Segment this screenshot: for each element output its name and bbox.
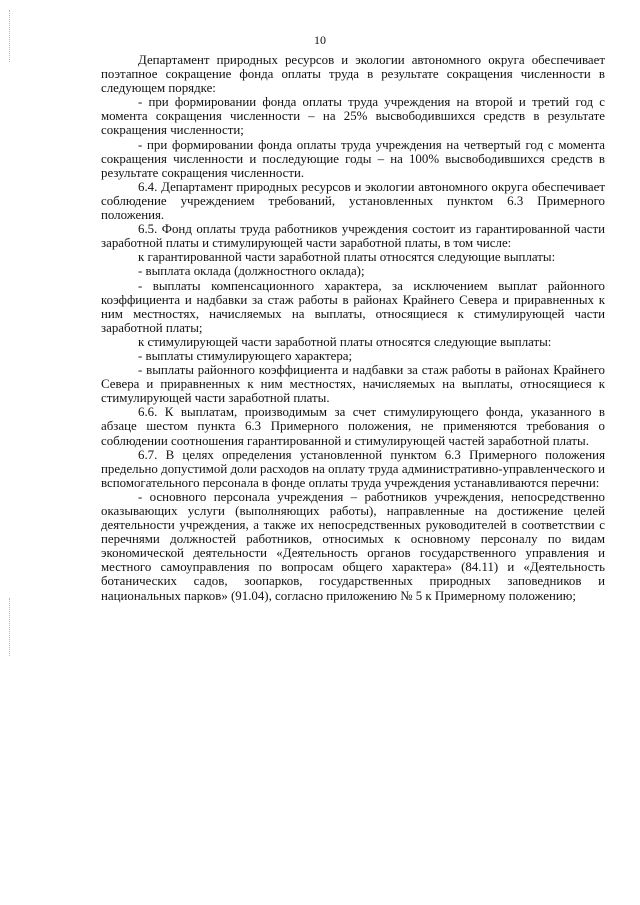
paragraph-incentive-part: к стимулирующей части заработной платы относятся следующие выплаты: — [138, 334, 552, 349]
page-number: 10 — [314, 33, 326, 47]
document-body — [101, 53, 605, 603]
paragraph-list-item: - выплаты компенсационного характера, за исключением выплат районного коэффициента и надбавки за стаж работы в районах Крайнего Севера и приравненных к ним местностях, начисляемых на выплаты, относящиеся к стимулирующей части заработной платы; — [101, 278, 605, 335]
paragraph-clause-6-5: 6.5. Фонд оплаты труда работников учреждения состоит из гарантированной части заработной платы и стимулирующей части заработной платы, в том числе: — [101, 222, 605, 251]
scan-margin-mark — [9, 598, 11, 656]
paragraph-list-item: - основного персонала учреждения – работников учреждения, непосредственно оказывающих услуги (выполняющих работы), направленные на достижение целей деятельности учреждения, а также их непосредственных руководителей в соответствии с перечнями должностей работников, относимых к основному персоналу по видам экономической деятельности «Деятельность органов государственного управления и местного самоуправления по вопросам общего характера» (84.11) и «Деятельность ботанических садов, зоопарков, государственных природных заповедников и национальных парков» (91.04), согласно приложению № 5 к Примерному положению; — [101, 489, 605, 603]
paragraph-intro: Департамент природных ресурсов и экологии автономного округа обеспечивает поэтапное сокращение фонда оплаты труда в результате сокращения численности в следующем порядке: — [101, 53, 605, 96]
paragraph-list-item: - выплаты районного коэффициента и надбавки за стаж работы в районах Крайнего Севера и приравненных к ним местностях, начисляемых на выплаты, относящиеся к стимулирующей части заработной платы. — [101, 363, 605, 406]
paragraph-clause-6-7: 6.7. В целях определения установленной пунктом 6.3 Примерного положения предельно допустимой доли расходов на оплату труда административно-управленческого и вспомогательного персонала в фонде оплаты труда учреждения устанавливаются перечни: — [101, 447, 605, 490]
paragraph-clause-6-4: 6.4. Департамент природных ресурсов и экологии автономного округа обеспечивает соблюдение учреждением требований, установленных пунктом 6.3 Примерного положения. — [101, 179, 605, 223]
paragraph-list-item: - при формировании фонда оплаты труда учреждения на второй и третий год с момента сокращения численности – на 25% высвободившихся средств в результате сокращения численности; — [101, 95, 605, 138]
paragraph-list-item: - при формировании фонда оплаты труда учреждения на четвертый год с момента сокращения численности и последующие годы – на 100% высвободившихся средств в результате сокращения численности. — [101, 137, 605, 180]
paragraph-list-item: - выплаты стимулирующего характера; — [138, 348, 353, 363]
paragraph-clause-6-6: 6.6. К выплатам, производимым за счет стимулирующего фонда, указанного в абзаце шестом пункта 6.3 Примерного положения, не применяются требования о соблюдении соотношения гарантированной и стимулирующей частей заработной платы. — [101, 405, 605, 448]
paragraph-list-item: - выплата оклада (должностного оклада); — [138, 264, 365, 279]
paragraph-guaranteed-part: к гарантированной части заработной платы относятся следующие выплаты: — [138, 250, 556, 265]
